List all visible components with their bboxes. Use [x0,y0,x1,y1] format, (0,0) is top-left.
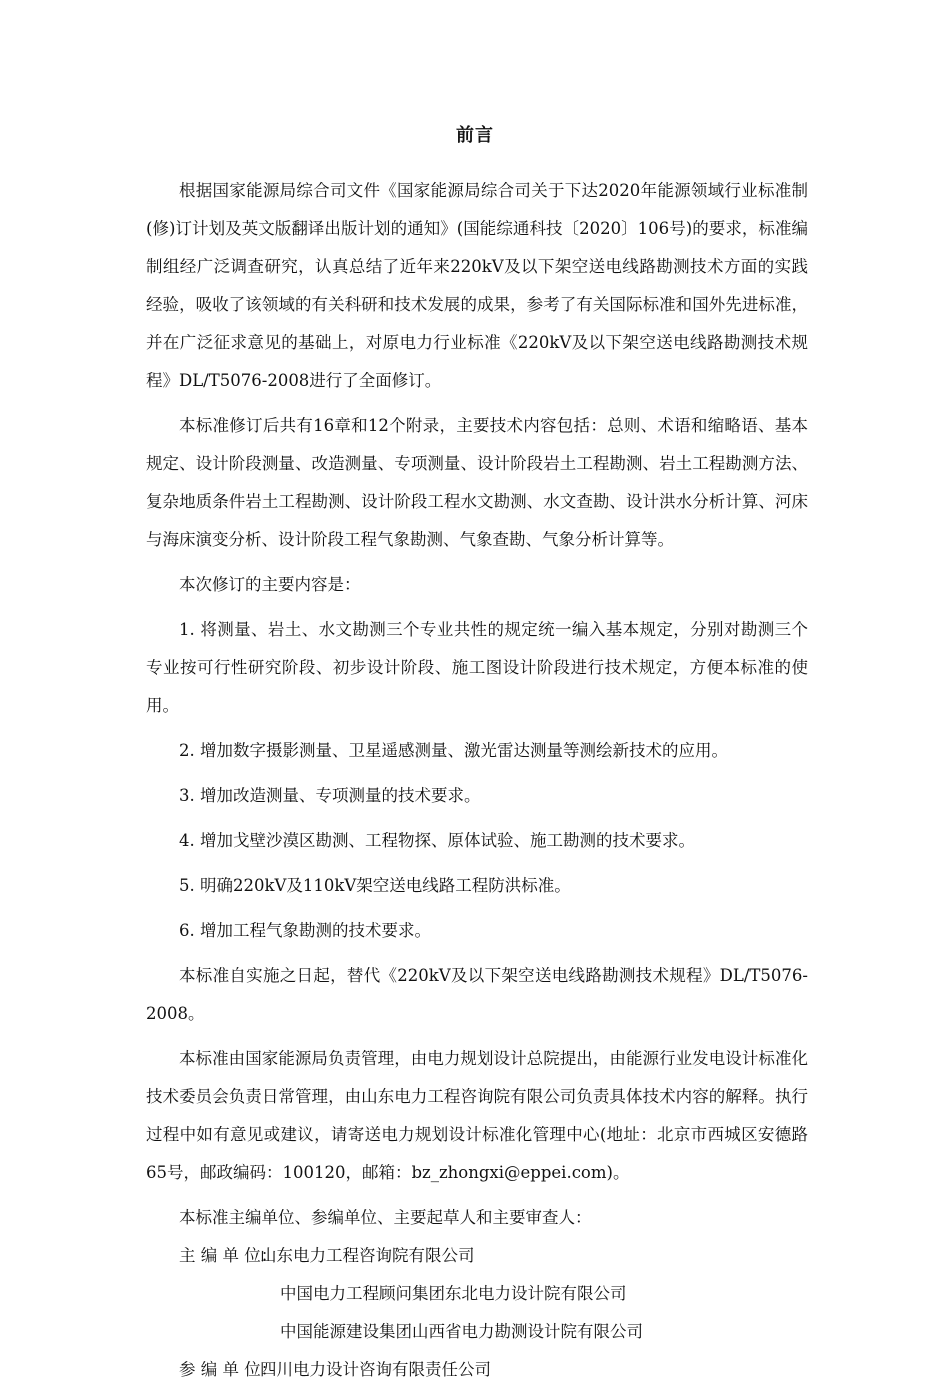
paragraph-management: 本标准由国家能源局负责管理，由电力规划设计总院提出，由能源行业发电设计标准化技术委员会负责日常管理，由山东电力工程咨询院有限公司负责具体技术内容的解释。执行过程中如有意见或建议，请寄送电力规划设计标准化管理中心(地址：北京市西城区安德路65号，邮政编码：100120，邮箱：bz_zhongxi@eppei.com)。 [146,1049,808,1182]
chief-editor-row [146,1275,808,1313]
paragraph-editors-intro: 本标准主编单位、参编单位、主要起草人和主要审查人： [179,1208,592,1227]
chief-editor-unit: 山东电力工程咨询院有限公司 [260,1246,475,1265]
chief-editor-unit: 中国电力工程顾问集团东北电力设计院有限公司 [280,1284,627,1303]
revision-item-2: 2. 增加数字摄影测量、卫星遥感测量、激光雷达测量等测绘新技术的应用。 [179,741,728,760]
revision-item-1: 1. 将测量、岩土、水文勘测三个专业共性的规定统一编入基本规定，分别对勘测三个专业按可行性研究阶段、初步设计阶段、施工图设计阶段进行技术规定，方便本标准的使用。 [146,620,808,715]
chief-editor-row [146,1237,808,1275]
revision-item-5: 5. 明确220kV及110kV架空送电线路工程防洪标准。 [179,876,571,895]
revision-item-6: 6. 增加工程气象勘测的技术要求。 [179,921,431,940]
chief-editor-row [146,1313,808,1351]
participating-editor-unit: 四川电力设计咨询有限责任公司 [260,1360,491,1379]
chief-editor-label: 主 编 单 位： [179,1246,278,1265]
revision-item-4: 4. 增加戈壁沙漠区勘测、工程物探、原体试验、施工勘测的技术要求。 [179,831,695,850]
paragraph-revision-intro: 本次修订的主要内容是： [179,575,361,594]
page-title: 前言 [456,125,494,146]
participating-editor-row [146,1351,808,1389]
participating-editor-label: 参 编 单 位： [179,1360,278,1379]
revision-item-3: 3. 增加改造测量、专项测量的技术要求。 [179,786,481,805]
paragraph-content-summary: 本标准修订后共有16章和12个附录，主要技术内容包括：总则、术语和缩略语、基本规定、设计阶段测量、改造测量、专项测量、设计阶段岩土工程勘测、岩土工程勘测方法、复杂地质条件岩土工程勘测、设计阶段工程水文勘测、水文查勘、设计洪水分析计算、河床与海床演变分析、设计阶段工程气象勘测、气象查勘、气象分析计算等。 [146,416,808,549]
chief-editor-unit: 中国能源建设集团山西省电力勘测设计院有限公司 [280,1322,643,1341]
paragraph-background: 根据国家能源局综合司文件《国家能源局综合司关于下达2020年能源领域行业标准制(修)订计划及英文版翻译出版计划的通知》(国能综通科技〔2020〕106号)的要求，标准编制组经广泛调查研究，认真总结了近年来220kV及以下架空送电线路勘测技术方面的实践经验，吸收了该领域的有关科研和技术发展的成果，参考了有关国际标准和国外先进标准，并在广泛征求意见的基础上，对原电力行业标准《220kV及以下架空送电线路勘测技术规程》DL/T5076-2008进行了全面修订。 [146,181,808,390]
paragraph-replacement: 本标准自实施之日起，替代《220kV及以下架空送电线路勘测技术规程》DL/T5076-2008。 [146,966,808,1023]
preface-body [146,172,808,1389]
